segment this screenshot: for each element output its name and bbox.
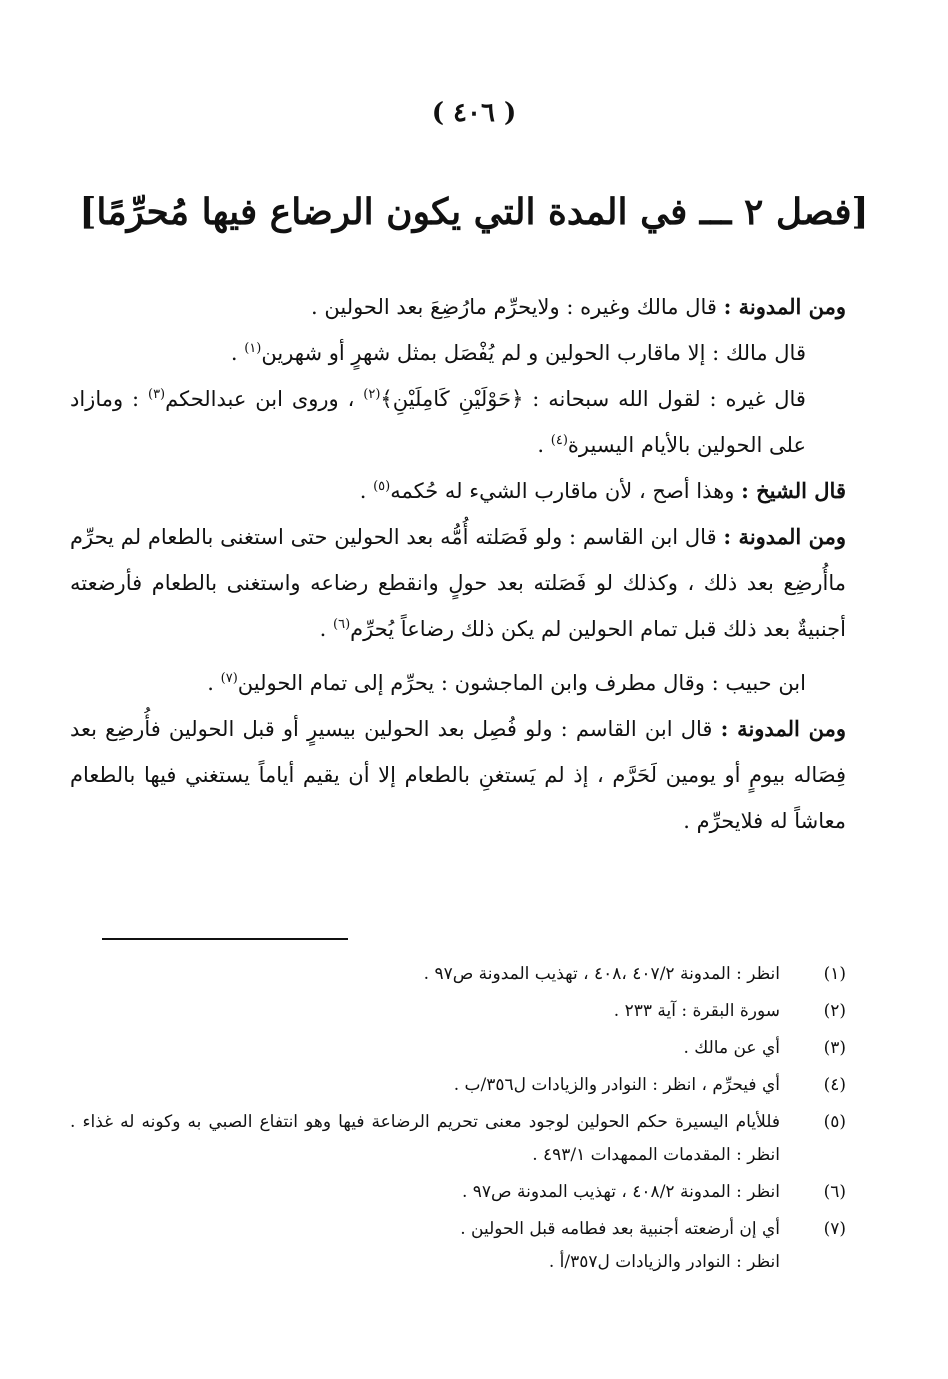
paragraph-1 (70, 284, 846, 330)
footnote-text (70, 1213, 780, 1279)
footnote-item (70, 1176, 846, 1209)
footnote-item (70, 1069, 846, 1102)
paragraph-5 (70, 514, 846, 652)
paragraph-text: قال مالك : إلا ماقارب الحولين و لم يُفْصَل بمثل شهرٍ أو شهرين (261, 341, 806, 365)
paragraph-end: . (230, 341, 245, 365)
footnote-ref[interactable]: (٥) (373, 479, 391, 494)
paragraph-text: ، وروى ابن عبدالحكم (165, 387, 364, 411)
footnote-line: سورة البقرة : آية ٢٣٣ . (613, 1001, 780, 1021)
footnote-line: أي فيحرِّم ، انظر : النوادر والزيادات ل٣٥٦/ب . (453, 1075, 780, 1095)
footnote-number: (٢) (823, 1001, 846, 1021)
chapter-title: [فصل ٢ ـــ في المدة التي يكون الرضاع فيها مُحرِّمًا] (79, 191, 869, 233)
paragraph-4 (70, 468, 846, 514)
footnote-line: انظر : المدونة ٤٠٨/٢ ، تهذيب المدونة ص٩٧ . (461, 1182, 780, 1202)
page-number: ( ٤٠٦ ) (431, 98, 517, 128)
paragraph-end: . (359, 479, 374, 503)
footnote-ref[interactable]: (١) (244, 341, 262, 356)
paragraph-text: قال غيره : لقول الله سبحانه : ﴿حَوْلَيْنِ كَامِلَيْنِ﴾ (380, 387, 806, 411)
footnote-separator (102, 938, 348, 940)
paragraph-lead: ومن المدونة : (723, 524, 846, 549)
footnotes (70, 958, 846, 1283)
main-text (70, 284, 846, 844)
paragraph-7 (70, 706, 846, 844)
footnote-number: (٣) (823, 1038, 846, 1058)
paragraph-text: ابن حبيب : وقال مطرف وابن الماجشون : يحرِّم إلى تمام الحولين (237, 671, 806, 695)
footnote-line: انظر : النوادر والزيادات ل٣٥٧/أ . (548, 1252, 780, 1272)
paragraph-text: قال مالك وغيره : ولايحرِّم مارُضِعَ بعد الحولين . (311, 295, 717, 319)
footnote-ref[interactable]: (٢) (363, 387, 381, 402)
paragraph-text: قال ابن القاسم : ولو فُصِل بعد الحولين بيسيرٍ أو قبل الحولين فأُرضِع بعد فِصَاله بيومٍ أو يومين لَحَرَّم ، إذ لم يَستغنِ بالطعام إلا أن يقيم أياماً يستغني فيها بالطعام معاشاً له فلايحرِّم . (70, 717, 846, 833)
footnote-text (70, 1032, 780, 1065)
paragraph-text: قال ابن القاسم : ولو فَصَلته أُمُّه بعد الحولين حتى استغنى بالطعام لم يحرِّم ماأُرضِع بعد ذلك ، وكذلك لو فَصَلته بعد حولٍ وانقطع رضاعه واستغنى بالطعام فأرضعته أجنبيةٌ بعد ذلك قبل تمام الحولين لم يكن ذلك رضاعاً يُحرِّم (70, 525, 846, 641)
footnote-text (70, 1069, 780, 1102)
footnote-number: (١) (823, 964, 846, 984)
footnote-line: أي عن مالك . (683, 1038, 780, 1058)
footnote-item (70, 1213, 846, 1279)
footnote-line: فللأيام اليسيرة حكم الحولين لوجود معنى تحريم الرضاعة فيها وهو انتفاع الصبي به وكونه له غذاء . انظر : المقدمات الممهدات ٤٩٣/١ . (70, 1112, 780, 1165)
footnote-item (70, 958, 846, 991)
paragraph-lead: قال الشيخ : (741, 478, 846, 503)
paragraph-lead: ومن المدونة : (723, 294, 846, 319)
footnote-text (70, 1176, 780, 1209)
paragraph-gap (70, 652, 846, 660)
paragraph-3 (70, 376, 846, 468)
footnote-ref[interactable]: (٤) (550, 433, 568, 448)
paragraph-2 (70, 330, 846, 376)
paragraph-end: . (319, 617, 333, 641)
paragraph-text: : ومازاد على الحولين بالأيام اليسيرة (70, 387, 806, 457)
footnote-text (70, 1106, 780, 1172)
footnote-text (70, 995, 780, 1028)
footnote-line: أي إن أرضعته أجنبية بعد فطامه قبل الحولين . (460, 1219, 780, 1239)
footnote-number: (٦) (823, 1182, 846, 1202)
footnote-ref[interactable]: (٦) (333, 617, 351, 632)
footnote-number: (٧) (823, 1219, 846, 1239)
footnote-item (70, 1032, 846, 1065)
footnote-ref[interactable]: (٣) (147, 387, 166, 402)
paragraph-lead: ومن المدونة : (720, 716, 847, 741)
footnote-number: (٤) (823, 1075, 846, 1095)
footnote-line: انظر : المدونة ٤٠٧/٢ ،٤٠٨ ، تهذيب المدونة ص٩٧ . (423, 964, 780, 984)
footnote-item (70, 1106, 846, 1172)
paragraph-end: . (537, 433, 551, 457)
paragraph-text: وهذا أصح ، لأن ماقارب الشيء له حُكمه (390, 479, 742, 503)
paragraph-6 (70, 660, 846, 706)
footnote-text (70, 958, 780, 991)
footnote-number: (٥) (823, 1112, 846, 1132)
footnote-item (70, 995, 846, 1028)
footnote-ref[interactable]: (٧) (220, 671, 238, 686)
paragraph-end: . (207, 671, 221, 695)
